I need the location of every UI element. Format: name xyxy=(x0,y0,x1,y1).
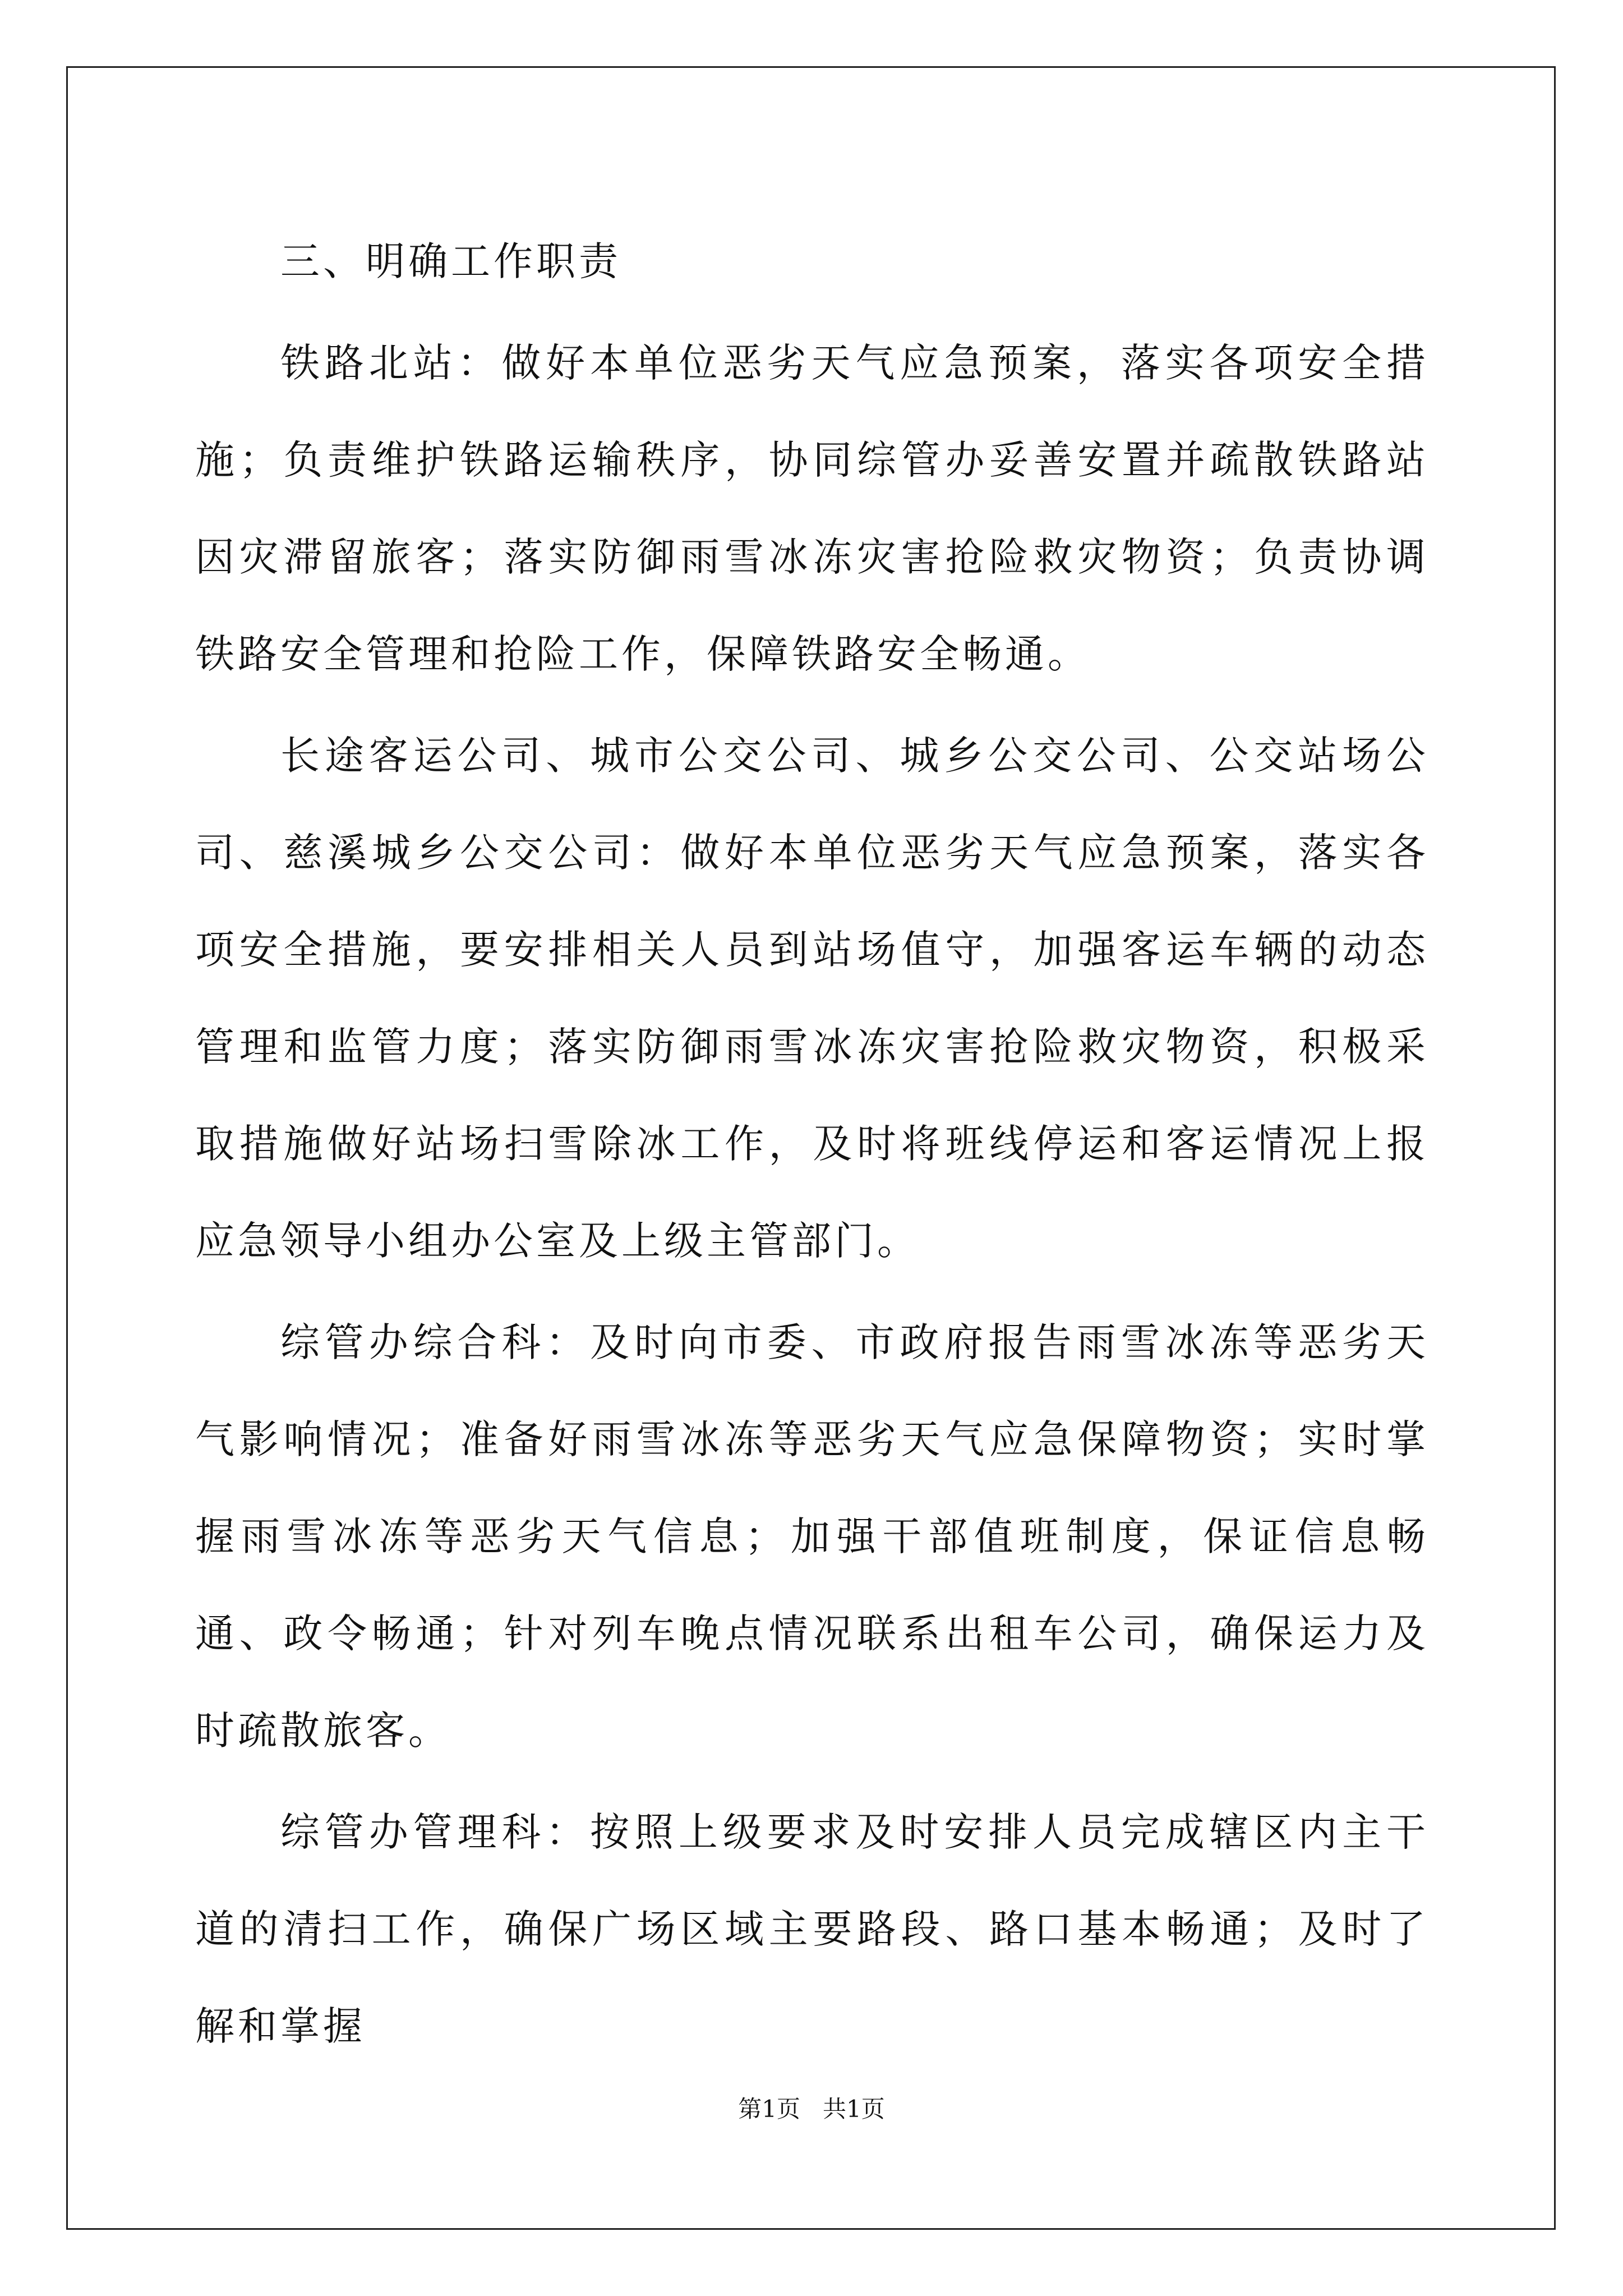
paragraph-general-office: 综管办综合科：及时向市委、市政府报告雨雪冰冻等恶劣天气影响情况；准备好雨雪冰冻等恶劣天气应急保障物资；实时掌握雨雪冰冻等恶劣天气信息；加强干部值班制度，保证信息畅通、政令畅通；针对列车晚点情况联系出租车公司，确保运力及时疏散旅客。 xyxy=(195,1319,1429,1754)
paragraph-railway-north-station: 铁路北站：做好本单位恶劣天气应急预案，落实各项安全措施；负责维护铁路运输秩序，协同综管办妥善安置并疏散铁路站因灾滞留旅客；落实防御雨雪冰冻灾害抢险救灾物资；负责协调铁路安全管理和抢险工作，保障铁路安全畅通。 xyxy=(195,340,1429,677)
page-number: 第1页 xyxy=(738,2095,800,2123)
section-heading: 三、明确工作职责 xyxy=(280,238,621,284)
document-body xyxy=(195,213,1429,2079)
page-total: 共1页 xyxy=(823,2095,885,2123)
page-footer xyxy=(0,2092,1623,2126)
paragraph-bus-companies: 长途客运公司、城市公交公司、城乡公交公司、公交站场公司、慈溪城乡公交公司：做好本单位恶劣天气应急预案，落实各项安全措施，要安排相关人员到站场值守，加强客运车辆的动态管理和监管力度；落实防御雨雪冰冻灾害抢险救灾物资，积极采取措施做好站场扫雪除冰工作，及时将班线停运和客运情况上报应急领导小组办公室及上级主管部门。 xyxy=(195,733,1429,1264)
paragraph-management-office: 综管办管理科：按照上级要求及时安排人员完成辖区内主干道的清扫工作，确保广场区域主要路段、路口基本畅通；及时了解和掌握 xyxy=(195,1809,1429,2049)
